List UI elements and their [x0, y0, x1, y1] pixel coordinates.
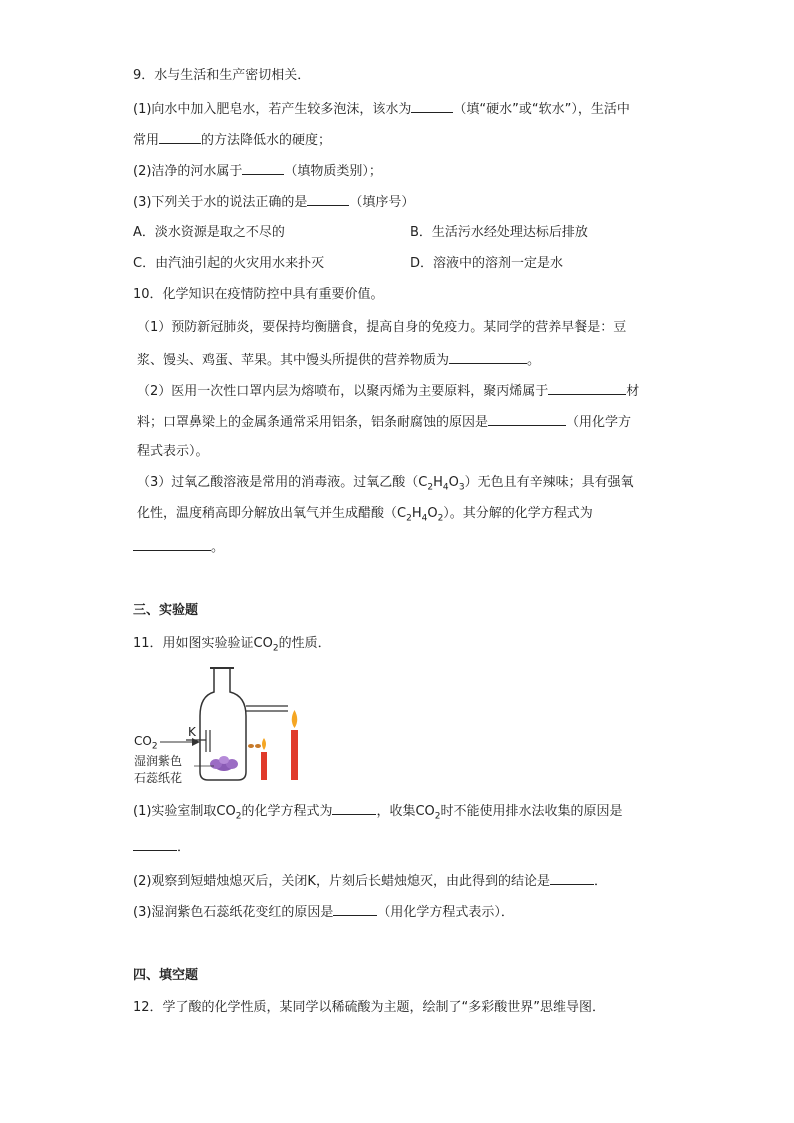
- q10-part3-line2: 化性，温度稍高即分解放出氧气并生成醋酸$(C_2H_4O_2)$。其分解的化学方程式为: [137, 506, 593, 524]
- figure-label-co2: $CO_2$: [134, 734, 158, 752]
- litmus-flower-icon: [210, 756, 238, 771]
- q10-part1-line2: 浆、馒头、鸡蛋、苹果。其中馒头所提供的营养物质为 。: [137, 349, 540, 371]
- q11-stem: 11．用如图实验验证$CO_2$的性质．: [133, 636, 331, 654]
- q12-stem: 12．学了酸的化学性质，某同学以稀硫酸为主题，绘制了“多彩酸世界”思维导图．: [133, 1000, 606, 1015]
- q9-part1-line2: 常用 的方法降低水的硬度；: [133, 129, 331, 151]
- answer-blank[interactable]: [133, 836, 177, 851]
- answer-blank[interactable]: [550, 870, 594, 885]
- q10-stem: 10．化学知识在疫情防控中具有重要价值。: [133, 287, 384, 302]
- answer-blank[interactable]: [411, 98, 453, 113]
- figure-label-flower-2: 石蕊纸花: [134, 771, 183, 785]
- q10-part2-line2: 料；口罩鼻梁上的金属条通常采用铝条，铝条耐腐蚀的原因是 （用化学方: [137, 411, 631, 433]
- answer-blank[interactable]: [332, 800, 376, 815]
- answer-blank[interactable]: [449, 349, 527, 364]
- q9-part1-line1: (1)向水中加入肥皂水，若产生较多泡沫，该水为 （填“硬水”或“软水”），生活中: [133, 98, 630, 120]
- answer-blank[interactable]: [133, 536, 211, 551]
- short-candle-icon: [261, 738, 267, 780]
- q9-option-b[interactable]: B．生活污水经处理达标后排放: [410, 225, 588, 240]
- answer-blank[interactable]: [488, 411, 566, 426]
- answer-blank[interactable]: [333, 901, 377, 916]
- q10-part3-line3: 。: [133, 536, 224, 558]
- q11-part1-line1: (1)实验室制取$CO_2$的化学方程式为 ，收集$CO_2$时不能使用排水法收集的原因是: [133, 800, 623, 822]
- q9-option-c[interactable]: C．由汽油引起的火灾用水来扑灭: [133, 256, 325, 271]
- q9-stem: 9．水与生活和生产密切相关．: [133, 68, 311, 83]
- answer-blank[interactable]: [548, 380, 626, 395]
- q10-part2-line1: （2）医用一次性口罩内层为熔喷布，以聚丙烯为主要原料，聚丙烯属于 材: [137, 380, 639, 402]
- answer-blank[interactable]: [242, 160, 284, 175]
- q9-part3: (3)下列关于水的说法正确的是 （填序号）: [133, 191, 414, 213]
- q9-option-a[interactable]: A．淡水资源是取之不尽的: [133, 225, 285, 240]
- q10-part1-line1: （1）预防新冠肺炎，要保持均衡膳食，提高自身的免疫力。某同学的营养早餐是：豆: [137, 320, 627, 335]
- answer-blank[interactable]: [159, 129, 201, 144]
- q11-part1-line2: ．: [133, 836, 190, 858]
- q10-part3-line1: （3）过氧乙酸溶液是常用的消毒液。过氧乙酸$(C_2H_4O_3)$无色且有辛辣味；具有强氧: [137, 475, 634, 493]
- figure-label-k: K: [188, 725, 196, 739]
- q11-part3: (3)湿润紫色石蕊纸花变红的原因是 （用化学方程式表示）．: [133, 901, 514, 923]
- q9-option-d[interactable]: D．溶液中的溶剂一定是水: [410, 256, 564, 271]
- q9-part2: (2)洁净的河水属于 （填物质类别）；: [133, 160, 382, 182]
- q10-part2-line3: 程式表示）。: [137, 444, 209, 459]
- answer-blank[interactable]: [307, 191, 349, 206]
- figure-label-flower-1: 湿润紫色: [134, 754, 183, 768]
- butterfly-icon: [248, 744, 261, 748]
- section-title-experiment: 三、实验题: [133, 603, 199, 618]
- long-candle-icon: [291, 710, 298, 780]
- section-title-fill-blank: 四、填空题: [133, 968, 199, 983]
- q11-part2: (2)观察到短蜡烛熄灭后，关闭K，片刻后长蜡烛熄灭，由此得到的结论是 ．: [133, 870, 607, 892]
